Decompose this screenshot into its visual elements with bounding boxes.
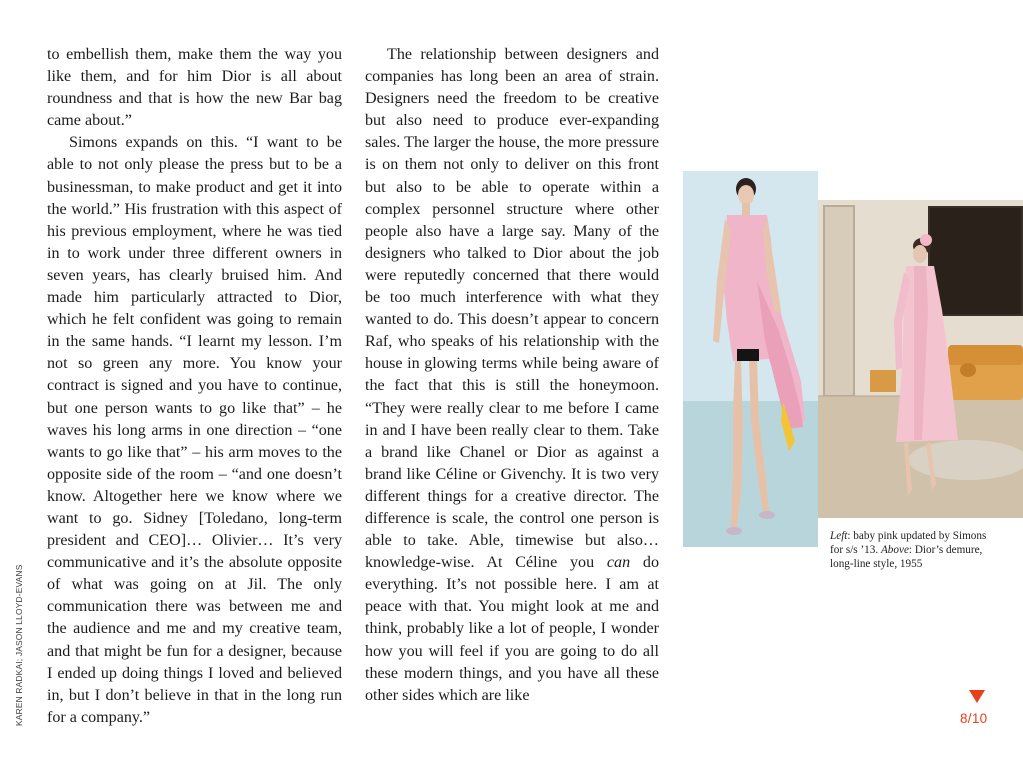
photo-credit: KAREN RADKAI; JASON LLOYD-EVANS bbox=[14, 564, 24, 726]
paragraph: to embellish them, make them the way you like them, and for him Dior is all about roundness and that is how the new Bar bag came about.” bbox=[47, 46, 342, 130]
caption-label-left: Left bbox=[830, 530, 848, 542]
page-indicator: 8/10 bbox=[960, 711, 988, 726]
caption-text-left: : baby pink updated by Simons for s/s ’13. bbox=[830, 530, 987, 556]
article-column-left bbox=[47, 44, 342, 729]
caption-text-above: : Dior’s demure, long-line style, 1955 bbox=[830, 544, 983, 570]
paragraph bbox=[365, 44, 659, 707]
archive-photo bbox=[818, 200, 1023, 518]
caption-label-above: Above bbox=[880, 544, 909, 556]
paragraph-text: do everything. It’s not possible here. I am at peace with that. You might look at me and think, probably like a lot of people, I wonder how you will feel if you are going to do all these modern things, and you have all these other sides which are like bbox=[365, 554, 659, 704]
paragraph: Simons expands on this. “I want to be able to not only please the press but to be a businessman, to make product and get it into the world.” His frustration with this aspect of his previous employment, where he was tied in to work under three different owners in seven years, has clearly bruised him. And made him particularly attracted to Dior, which he felt confident was going to remain in the same hands. “I learnt my lesson. I’m not so green any more. You know your contract is signed and you have to continue, but one person wants to go like that” – he waves his long arms in one direction – “one wants to go like that” – his arm moves to the opposite side of the room – “and one doesn’t know. Altogether here we know where we want to go. Sidney [Toledano, long-term president and CEO]… Olivier… It’s very communicative and it’s the absolute opposite of what was going on at Jil. The only communication there was between me and the audience and me and my creative team, and that might be fun for a designer, because I ended up doing things I loved and believed in, but I don’t believe in that in the long run for a company.” bbox=[47, 134, 342, 726]
archive-model-illustration bbox=[818, 200, 1023, 518]
triangle-down-icon[interactable] bbox=[969, 690, 985, 703]
article-column-right bbox=[365, 44, 659, 707]
emphasis-text: can bbox=[606, 554, 631, 572]
photo-caption bbox=[830, 529, 1000, 571]
runway-photo bbox=[683, 171, 818, 547]
paragraph-text: The relationship between designers and companies has long been an area of strain. Designers need the freedom to be creative but also need to produce ever-expanding sales. The larger the house, the more pressure is on them not only to deliver on this front but also to be able to operate within a complex personnel structure where other people also have a large say. Many of the designers who talked to Dior about the job were reputedly concerned that there would be too much interference with what they wanted to do. This doesn’t appear to concern Raf, who speaks of his relationship with the house in glowing terms while being aware of the fact that this is still the honeymoon. “They were really clear to me before I came in and I have been really clear to them. Take a brand like Chanel or Dior as against a brand like Céline or Givenchy. It is two very different things for a creative director. The difference is scale, the control one person is able to take. Able, timewise but also… knowledge-wise. At Céline you bbox=[365, 46, 659, 572]
runway-model-illustration bbox=[683, 171, 818, 547]
